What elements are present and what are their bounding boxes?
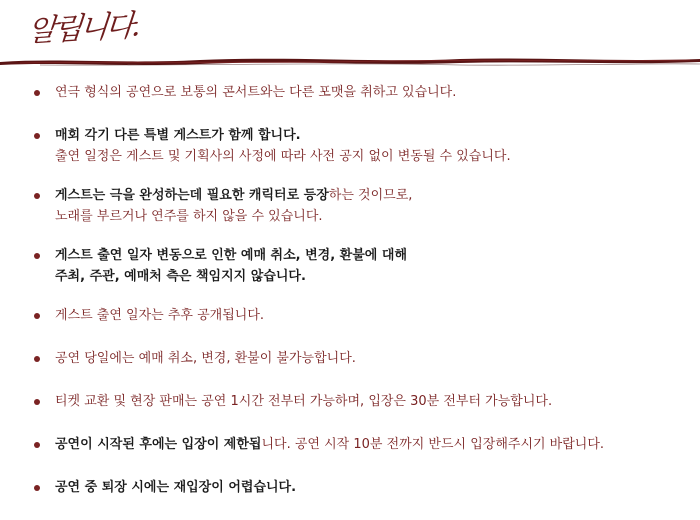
list-item [0, 82, 700, 103]
list-item [0, 434, 700, 455]
list-item [0, 348, 700, 369]
bullet-icon [34, 133, 40, 139]
notice-text: 하는 것이므로, [328, 188, 413, 203]
notice-emphasis: 공연 중 퇴장 시에는 재입장이 어렵습니다. [55, 480, 297, 495]
notice-text: 게스트 출연 일자는 추후 공개됩니다. [55, 308, 265, 323]
bullet-icon [34, 313, 40, 319]
notice-emphasis-line2: 주최, 주관, 예매처 측은 책임지지 않습니다. [55, 269, 306, 284]
bullet-icon [34, 193, 40, 199]
list-item [0, 477, 700, 498]
notice-emphasis: 게스트 출연 일자 변동으로 인한 예매 취소, 변경, 환불에 대해 [55, 248, 408, 263]
list-item [0, 185, 700, 227]
notice-subtext: 노래를 부르거나 연주를 하지 않을 수 있습니다. [55, 209, 323, 224]
notice-text: 연극 형식의 공연으로 보통의 콘서트와는 다른 포맷을 취하고 있습니다. [55, 85, 457, 100]
notice-emphasis: 게스트는 극을 완성하는데 필요한 캐릭터로 등장 [55, 188, 329, 203]
notice-text: 니다. 공연 시작 10분 전까지 반드시 입장해주시기 바랍니다. [261, 437, 605, 452]
bullet-icon [34, 442, 40, 448]
bullet-icon [34, 253, 40, 259]
bullet-icon [34, 485, 40, 491]
bullet-icon [34, 399, 40, 405]
bullet-icon [34, 90, 40, 96]
list-item [0, 125, 700, 167]
list-item [0, 245, 700, 287]
notice-subtext: 출연 일정은 게스트 및 기획사의 사정에 따라 사전 공지 없이 변동될 수 있습니다. [55, 149, 511, 164]
notice-emphasis: 공연이 시작된 후에는 입장이 제한됩 [55, 437, 262, 452]
notice-text: 공연 당일에는 예매 취소, 변경, 환불이 불가능합니다. [55, 351, 356, 366]
page-title: 알립니다. [26, 8, 140, 50]
list-item [0, 305, 700, 326]
notice-list [0, 82, 700, 520]
notice-text: 티켓 교환 및 현장 판매는 공연 1시간 전부터 가능하며, 입장은 30분 전부터 가능합니다. [55, 394, 553, 409]
bullet-icon [34, 356, 40, 362]
notice-emphasis: 매회 각기 다른 특별 게스트가 함께 합니다. [55, 128, 301, 143]
list-item [0, 391, 700, 412]
notice-header [0, 0, 700, 70]
brush-stroke-divider [0, 50, 700, 70]
